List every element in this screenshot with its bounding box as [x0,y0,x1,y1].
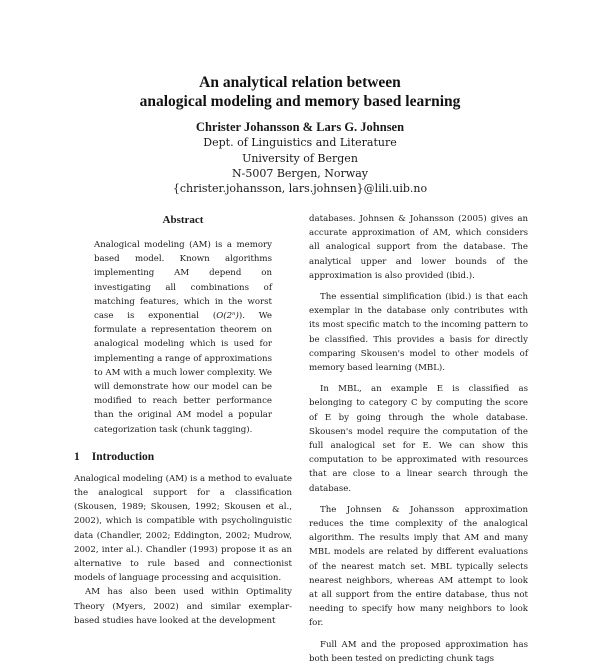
affiliation-address: N-5007 Bergen, Norway [231,166,368,180]
abstract-body [94,238,272,437]
intro-paragraph-2: AM has also been used within Optimality Theory (Myers, 2002) and similar exemplar-based studies have looked at the development [74,587,292,626]
affiliation-department: Dept. of Linguistics and Literature [203,136,397,150]
right-paragraph-2: The essential simplification (ibid.) is that each exemplar in the database only contributes with its most specific match to the incoming pattern to be classified. This provides a basis for directly comparing Skousen's model to other models of memory based learning (MBL). [309,292,528,374]
abstract-paragraph [94,238,272,437]
abstract-text-start: Analogical modeling (AM) is a memory based model. Known algorithms implementing AM depend on investigating all combinations of matching features, which in the worst case is exponential ( [94,240,272,322]
right-paragraph-4: The Johnsen & Johansson approximation reduces the time complexity of the analogical algorithm. The results imply that AM and many MBL models are related by different evaluations of the nearest match set. MBL typically selects nearest neighbors, whereas AM attempt to look at all support from the entire database, thus not needing to specify how many neighbors to look for. [309,504,528,629]
left-column [74,212,292,628]
abstract-heading: Abstract [162,214,204,226]
abstract-text-end: ). We formulate a representation theorem on analogical modeling which is used for implementing a range of approximations to AM with a much lower complexity. We will demonstrate how our model can be modified to reach better performance than the original AM model a popular categorization task (chunk tagging). [94,311,272,435]
right-column [309,212,528,666]
section-title: Introduction [91,450,155,463]
title-line-2: analogical modeling and memory based learning [139,93,461,110]
right-paragraph-3: In MBL, an example E is classified as belonging to category C by computing the score of E by going through the whole database. Skousen's model require the computation of the full analogical set for E. We can show this computation to be approximated with resources that are close to a linear search through the database. [309,384,528,494]
section-number: 1 [74,450,80,463]
author-emails: {christer.johansson, lars.johnsen}@lili.uib.no [172,182,428,196]
paper-title [0,73,600,111]
title-line-1: An analytical relation between [199,74,401,91]
author-block [0,120,600,196]
complexity-formula: O(2ⁿ) [216,311,239,322]
affiliation-university: University of Bergen [242,151,358,165]
right-paragraph-1: databases. Johnsen & Johansson (2005) gives an accurate approximation of AM, which considers all analogical support from the database. The analytical upper and lower bounds of the approximation is also provided (ibid.). [309,214,528,281]
section-heading-introduction [74,449,292,465]
intro-paragraph-1: Analogical modeling (AM) is a method to evaluate the analogical support for a classification (Skousen, 1989; Skousen, 1992; Skousen et al., 2002), which is compatible with psycholinguistic data (Chandler, 2002; Eddington, 2002; Mudrow, 2002, inter al.). Chandler (1993) propose it as an alternative to rule based and connectionist models of language processing and acquisition. [74,473,292,584]
author-names: Christer Johansson & Lars G. Johnsen [195,120,405,134]
right-paragraph-5: Full AM and the proposed approximation has both been tested on predicting chunk tags [309,639,528,664]
